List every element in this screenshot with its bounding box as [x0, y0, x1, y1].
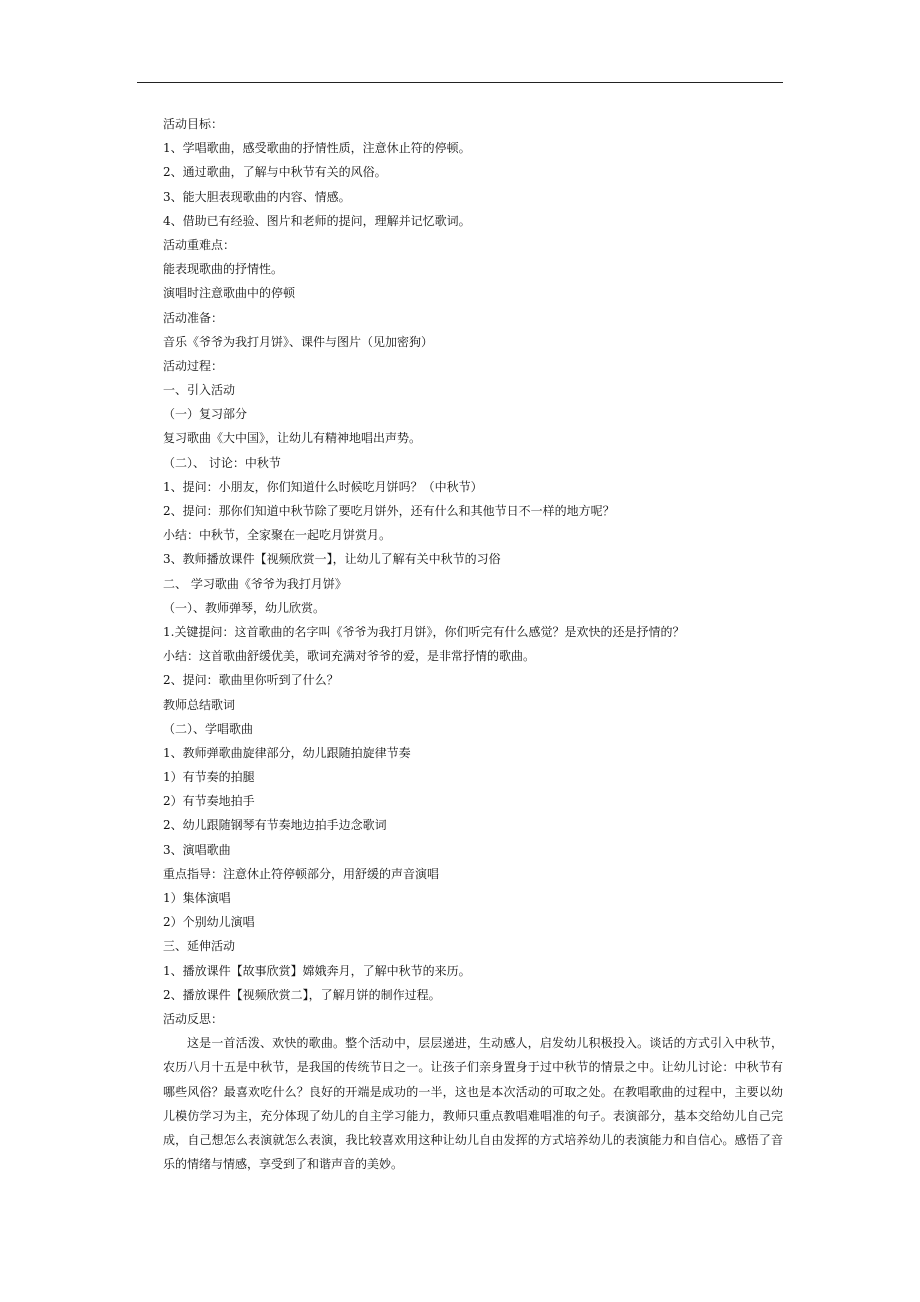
section-heading-reflection: 活动反思：	[163, 1011, 224, 1026]
text-line: 音乐《爷爷为我打月饼》、课件与图片（见加密狗）	[163, 334, 434, 349]
text-line: 1、提问：小朋友，你们知道什么时候吃月饼吗？（中秋节）	[163, 479, 483, 494]
text-line: 4、借助已有经验、图片和老师的提问，理解并记忆歌词。	[163, 213, 471, 228]
text-line: 3、教师播放课件【视频欣赏一】，让幼儿了解有关中秋节的习俗	[163, 552, 501, 567]
text-line: 能表现歌曲的抒情性。	[163, 262, 284, 277]
text-line: 重点指导：注意休止符停顿部分，用舒缓的声音演唱	[163, 866, 440, 881]
section-heading-preparation: 活动准备：	[163, 310, 224, 325]
text-line: 2）有节奏地拍手	[163, 794, 255, 809]
text-line: 2、提问：歌曲里你听到了什么？	[163, 673, 339, 688]
text-line: （一）、教师弹琴，幼儿欣赏。	[163, 600, 326, 615]
section-heading-key-points: 活动重难点：	[163, 237, 236, 252]
text-line: 教师总结歌词	[163, 697, 236, 712]
text-line: 三、延伸活动	[163, 939, 236, 954]
text-line: （二）、 讨论：中秋节	[163, 455, 281, 470]
text-line: 1、教师弹歌曲旋律部分，幼儿跟随拍旋律节奏	[163, 745, 411, 760]
header-rule	[137, 82, 783, 83]
text-line: 2、幼儿跟随钢琴有节奏地边拍手边念歌词	[163, 818, 387, 833]
text-line: 二、 学习歌曲《爷爷为我打月饼》	[163, 576, 347, 591]
document-body	[163, 112, 783, 1176]
text-line: 3、演唱歌曲	[163, 842, 231, 857]
text-line: 2、通过歌曲，了解与中秋节有关的风俗。	[163, 165, 387, 180]
text-line: 一、引入活动	[163, 383, 236, 398]
text-line: 小结：中秋节，全家聚在一起吃月饼赏月。	[163, 528, 392, 543]
text-line: 1、学唱歌曲，感受歌曲的抒情性质，注意休止符的停顿。	[163, 141, 471, 156]
text-line: 3、能大胆表现歌曲的内容、情感。	[163, 189, 351, 204]
reflection-paragraph: 这是一首活泼、欢快的歌曲。整个活动中，层层递进，生动感人，启发幼儿积极投入。谈话的方式引入中秋节，农历八月十五是中秋节，是我国的传统节日之一。让孩子们亲身置身于过中秋节的情景之中。让幼儿讨论：中秋节有哪些风俗？最喜欢吃什么？良好的开端是成功的一半，这也是本次活动的可取之处。在教唱歌曲的过程中，主要以幼儿模仿学习为主，充分体现了幼儿的自主学习能力，教师只重点教唱难唱准的句子。表演部分，基本交给幼儿自己完成，自己想怎么表演就怎么表演，我比较喜欢用这种让幼儿自由发挥的方式培养幼儿的表演能力和自信心。感悟了音乐的情绪与情感，享受到了和谐声音的美妙。	[163, 1036, 783, 1172]
text-line: 演唱时注意歌曲中的停顿	[163, 286, 296, 301]
section-heading-process: 活动过程：	[163, 358, 224, 373]
text-line: 1）集体演唱	[163, 891, 231, 905]
text-line: 2、提问：那你们知道中秋节除了要吃月饼外，还有什么和其他节日不一样的地方呢？	[163, 504, 615, 518]
text-line: （二）、学唱歌曲	[163, 721, 254, 736]
text-line: 1.关键提问：这首歌曲的名字叫《爷爷为我打月饼》，你们听完有什么感觉？是欢快的还是抒情的？	[163, 624, 685, 639]
section-heading-goals: 活动目标：	[163, 117, 224, 131]
text-line: 小结：这首歌曲舒缓优美，歌词充满对爷爷的爱，是非常抒情的歌曲。	[163, 649, 536, 664]
text-line: 2）个别幼儿演唱	[163, 915, 255, 930]
text-line: 1、播放课件【故事欣赏】嫦娥奔月，了解中秋节的来历。	[163, 963, 471, 978]
text-line: （一）复习部分	[163, 407, 248, 422]
text-line: 2、播放课件【视频欣赏二】，了解月饼的制作过程。	[163, 987, 441, 1002]
text-line: 1）有节奏的拍腿	[163, 770, 255, 785]
text-line: 复习歌曲《大中国》，让幼儿有精神地唱出声势。	[163, 431, 422, 446]
